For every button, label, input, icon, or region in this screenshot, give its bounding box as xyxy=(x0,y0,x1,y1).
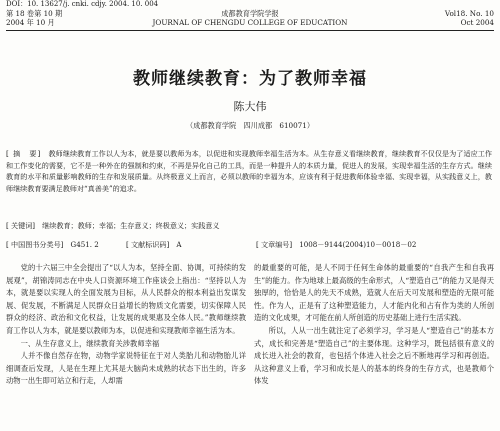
author-affiliation: （成都教育学院 四川成都 610071） xyxy=(185,121,315,130)
paragraph: 人并不像自然存在物，动物学家说特征在于对人类胎儿和动物胎儿详细调查后发现，人是在生理上尤其是大脑尚未成熟的状态下出生的，许多动物一出生即可站立和行走，人却需 xyxy=(6,351,246,386)
body-column-left xyxy=(6,262,246,388)
keywords-label: [ 关键词] xyxy=(6,221,36,230)
journal-name-en: JOURNAL OF CHENGDU COLLEGE OF EDUCATION xyxy=(152,18,348,27)
header-rule xyxy=(6,30,494,31)
date-en: Oct 2004 xyxy=(460,18,494,27)
header-center xyxy=(120,9,380,27)
article-number: [ 文章编号] 1008－9144(2004)10－0018－02 xyxy=(256,240,417,249)
volume-en: Vol18. No. 10 xyxy=(444,9,494,18)
header-right xyxy=(445,9,494,27)
paragraph: 党的十六届三中全会提出了“以人为本，坚持全面、协调，可持续的发展观”，胡锦涛同志在中央人口资源环境工作座谈会上指出：“坚持以人为本，就是要以实现人的全面发展为目标，从人民群众的根本利益出发谋发展、促发展，不断满足人民群众日益增长的物质文化需要，切实保障人民群众的经济、政治和文化权益，让发展的成果惠及全体人民。”教师继续教育工作以人为本，就是要以教师为本，以促进和实现教师幸福生活为本。 xyxy=(6,263,246,335)
section-heading: 一、从生存意义上，继续教育关涉教师幸福 xyxy=(20,338,160,348)
abstract-label: [ 摘 要] xyxy=(6,149,42,158)
journal-name-cn: 成都教育学院学报 xyxy=(221,9,279,18)
article-title: 教师继续教育：为了教师幸福 xyxy=(133,69,367,89)
header-left xyxy=(6,9,62,27)
body-column-right xyxy=(254,262,494,388)
volume-cn: 第 18 卷第 10 期 xyxy=(6,9,63,18)
paragraph: 的最重要的可能，是人不同于任何生命体的最重要的“自我产生和自我再生”的能力。作为地球上最高级的生命形式，人“塑造自己”的能力又是得天独厚的，恰恰是人的先天不成熟，造就人在后天可发展和塑造的无限可能性。作为人，正是有了这种塑造能力，人才能内化和占有作为类的人所创造的文化成果，才可能在前人所创造的历史基础上进行生活实践。 xyxy=(254,263,494,323)
paragraph: 所以，人从一出生就注定了必须学习，学习是人“塑造自己”的基本方式，成长和完善是“塑造自己”的主要体现。这种学习，既包括很有意义的成长进入社会的教育，也包括个体进入社会之后不断地再学习和再创造。从这种意义上看，学习和成长是人的基本的终身的生存方式，也是教师个体发 xyxy=(254,325,494,386)
date-cn: 2004 年 10 月 xyxy=(6,18,55,27)
author-name: 陈大伟 xyxy=(233,100,267,113)
clc-number: [ 中国图书分类号] G451. 2 xyxy=(6,240,99,249)
keywords xyxy=(6,221,492,231)
doi-line: DOI：10. 13627/j. cnki. cdjy. 2004. 10. 004 xyxy=(6,0,159,8)
keywords-text: 继续教育；教师；幸福；生存意义；终极意义；实践意义 xyxy=(42,221,220,230)
document-code: [ 文献标识码] A xyxy=(126,240,182,249)
abstract xyxy=(6,148,492,194)
abstract-text: 教师继续教育工作以人为本，就是要以教师为本，以促进和实现教师幸福生活为本。从生存意义看继续教育，继续教育不仅仅是为了适应工作和工作变化的需要，它不是一种外在的强制和约束，不再是异化自己的工具，而是一种提升人的本质力量，促进人的发展，实现幸福生活的生存方式。继续教育的水平和质量影响教师的生存和发展质量。从终极意义上而言，必须以教师的幸福为本，应该有利于促进教师体验幸福、实现幸福，从实践意义上，教师继续教育要满足教师对“真善美”的追求。 xyxy=(6,149,492,193)
